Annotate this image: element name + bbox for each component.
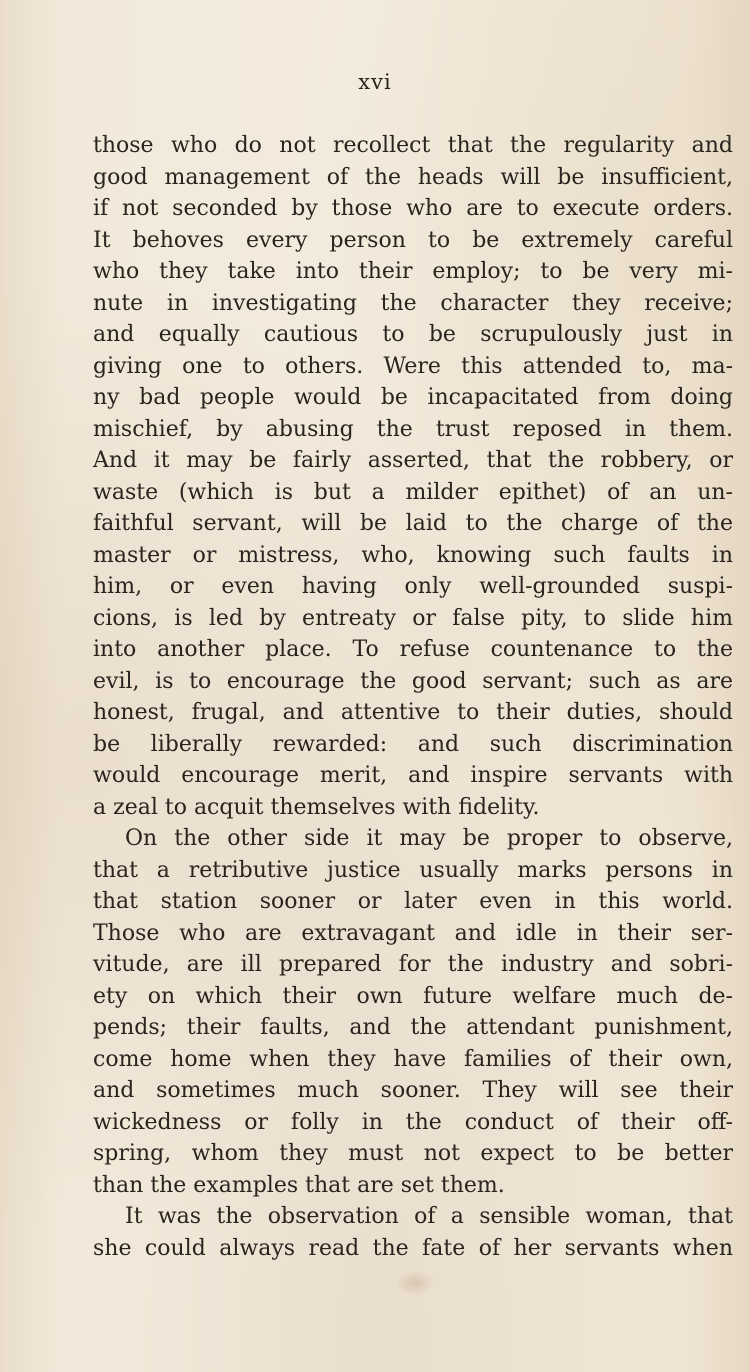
text-line: master or mistress, who, knowing such faults in — [93, 542, 733, 568]
text-line: who they take into their employ; to be very mi- — [93, 259, 733, 284]
text-line: And it may be fairly asserted, that the robbery, or — [93, 448, 733, 473]
text-line: and equally cautious to be scrupulously just in — [93, 322, 733, 347]
text-line: mischief, by abusing the trust reposed in them. — [93, 416, 733, 442]
text-line: pends; their faults, and the attendant punishment, — [93, 1015, 733, 1040]
text-line: if not seconded by those who are to execute orders. — [93, 196, 733, 221]
page-number: xvi — [358, 70, 392, 94]
text-line: evil, is to encourage the good servant; such as are — [93, 668, 733, 694]
text-line: It was the observation of a sensible woman, that — [125, 1204, 733, 1229]
text-line: that station sooner or later even in this world. — [93, 889, 733, 914]
text-line: would encourage merit, and inspire servants with — [93, 763, 733, 788]
text-line: those who do not recollect that the regularity and — [93, 133, 733, 158]
text-line: good management of the heads will be insufficient, — [93, 164, 733, 190]
text-line: giving one to others. Were this attended to, ma- — [93, 353, 733, 379]
body-text — [93, 130, 733, 1264]
text-line: nute in investigating the character they receive; — [93, 290, 733, 316]
text-line: into another place. To refuse countenance to the — [93, 637, 733, 662]
text-line: him, or even having only well-grounded suspi- — [93, 574, 733, 599]
text-line: that a retributive justice usually marks persons in — [93, 857, 733, 883]
text-line: she could always read the fate of her servants when — [93, 1235, 733, 1261]
text-line: It behoves every person to be extremely careful — [93, 227, 733, 253]
text-line: come home when they have families of their own, — [93, 1046, 733, 1072]
text-line: ny bad people would be incapacitated from doing — [93, 385, 733, 410]
text-line: cions, is led by entreaty or false pity, to slide him — [93, 605, 733, 631]
text-line: ety on which their own future welfare much de- — [93, 983, 733, 1009]
text-line: a zeal to acquit themselves with fidelity. — [93, 794, 540, 820]
text-line: Those who are extravagant and idle in their ser- — [93, 920, 733, 946]
paper-stain — [395, 1270, 435, 1296]
text-line: On the other side it may be proper to observe, — [125, 826, 733, 851]
text-line: waste (which is but a milder epithet) of an un- — [93, 479, 733, 505]
text-line: faithful servant, will be laid to the charge of the — [93, 511, 733, 536]
text-line: and sometimes much sooner. They will see their — [93, 1078, 733, 1103]
text-line: spring, whom they must not expect to be better — [93, 1141, 733, 1166]
text-line: vitude, are ill prepared for the industry and sobri- — [93, 952, 733, 977]
text-line: be liberally rewarded: and such discrimination — [93, 731, 733, 757]
text-line: than the examples that are set them. — [93, 1172, 505, 1198]
text-line: wickedness or folly in the conduct of their off- — [93, 1109, 733, 1135]
text-line: honest, frugal, and attentive to their duties, should — [93, 700, 733, 725]
